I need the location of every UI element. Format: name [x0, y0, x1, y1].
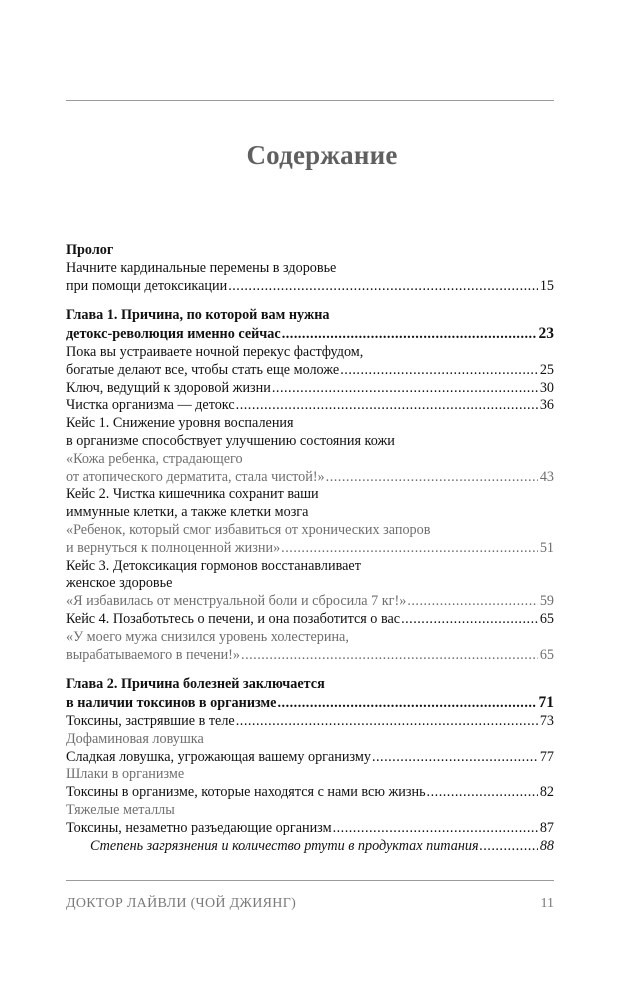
leader-dots [282, 326, 537, 344]
section-heading: Пролог [66, 242, 114, 258]
list-item [66, 784, 554, 802]
list-item [66, 486, 554, 522]
leader-dots [401, 611, 538, 629]
entry-page: 73 [539, 712, 554, 729]
leader-dots [236, 397, 538, 415]
toc-entry [66, 540, 554, 558]
toc-entry [66, 469, 554, 487]
entry-title: Сладкая ловушка, угрожающая вашему организму [66, 748, 371, 765]
list-item [66, 558, 554, 594]
entry-page: 51 [539, 539, 554, 556]
section-heading: Глава 2. Причина болезней заключается [66, 676, 325, 693]
list-item [66, 629, 554, 665]
toc-entry [66, 278, 554, 296]
list-item [66, 749, 554, 767]
toc-entry [66, 713, 554, 731]
entry-line: Тяжелые металлы [66, 801, 175, 818]
entry-line: иммунные клетки, а также клетки мозга [66, 504, 309, 521]
bottom-rule [66, 880, 554, 881]
list-item [66, 820, 554, 838]
entry-title: Чистка организма — детокс [66, 397, 235, 414]
entry-title: при помощи детоксикации [66, 277, 228, 294]
entry-title: Токсины в организме, которые находятся с нами всю жизнь [66, 784, 426, 801]
entry-page: 88 [539, 837, 554, 854]
list-item [66, 713, 554, 731]
running-footer-author: ДОКТОР ЛАЙВЛИ (ЧОЙ ДЖИЯНГ) [66, 896, 297, 911]
entry-title: и вернуться к полноценной жизни» [66, 539, 281, 556]
entry-title: Ключ, ведущий к здоровой жизни [66, 379, 271, 396]
page-number: 11 [540, 896, 554, 911]
entry-page: 25 [539, 361, 554, 378]
toc-entry [66, 593, 554, 611]
leader-dots [241, 647, 538, 665]
entry-line: Кейс 1. Снижение уровня воспаления [66, 415, 294, 432]
entry-page: 77 [539, 748, 554, 765]
leader-dots [427, 784, 538, 802]
list-item [66, 593, 554, 611]
leader-dots [277, 695, 536, 713]
leader-dots [333, 820, 538, 838]
entry-line: «У моего мужа снизился уровень холестерина, [66, 628, 349, 645]
toc-section [66, 676, 554, 855]
entry-page: 23 [538, 325, 554, 343]
toc-entry [66, 380, 554, 398]
entry-line: Пока вы устраиваете ночной перекус фастфудом, [66, 343, 364, 360]
entry-title: Токсины, застрявшие в теле [66, 712, 235, 729]
entry-title: богатые делают все, чтобы стать еще моложе [66, 361, 340, 378]
entry-line: Начните кардинальные перемены в здоровье [66, 259, 337, 276]
list-item [66, 802, 554, 820]
entry-line: Дофаминовая ловушка [66, 730, 204, 747]
entry-line: в организме способствует улучшению состояния кожи [66, 432, 395, 449]
leader-dots [272, 380, 538, 398]
leader-dots [407, 593, 538, 611]
list-item [66, 522, 554, 558]
entry-line: Кейс 2. Чистка кишечника сохранит ваши [66, 486, 319, 503]
toc-entry [66, 784, 554, 802]
toc-entry [66, 838, 554, 856]
leader-dots [326, 469, 538, 487]
table-of-contents [66, 242, 554, 867]
entry-line: «Ребенок, который смог избавиться от хронических запоров [66, 521, 431, 538]
entry-page: 59 [539, 593, 554, 610]
entry-title: «Я избавилась от менструальной боли и сбросила 7 кг!» [66, 593, 407, 610]
list-item [66, 451, 554, 487]
entry-page: 82 [539, 784, 554, 801]
entry-title: Токсины, незаметно разъедающие организм [66, 819, 332, 836]
leader-dots [372, 749, 538, 767]
toc-entry [66, 647, 554, 665]
entry-page: 15 [539, 277, 554, 294]
entry-title: Кейс 4. Позаботьтесь о печени, и она позаботится о вас [66, 610, 401, 627]
toc-entry [66, 611, 554, 629]
toc-entry [66, 397, 554, 415]
entry-title: вырабатываемого в печени!» [66, 646, 241, 663]
toc-entry [66, 362, 554, 380]
top-rule [66, 100, 554, 101]
list-item [66, 838, 554, 856]
entry-line: Шлаки в организме [66, 766, 185, 783]
list-item [66, 397, 554, 415]
section-heading: Глава 1. Причина, по которой вам нужна [66, 307, 330, 324]
leader-dots [236, 713, 538, 731]
entry-title: в наличии токсинов в организме [66, 695, 277, 712]
page-title: Содержание [246, 140, 398, 170]
toc-entry [66, 749, 554, 767]
list-item [66, 344, 554, 380]
entry-line: «Кожа ребенка, страдающего [66, 450, 243, 467]
entry-line: Кейс 3. Детоксикация гормонов восстанавливает [66, 557, 361, 574]
entry-page: 87 [539, 819, 554, 836]
entry-title: Степень загрязнения и количество ртути в продуктах питания [90, 837, 479, 854]
list-item [66, 260, 554, 296]
section-heading-entry [66, 325, 554, 344]
entry-page: 65 [539, 610, 554, 627]
leader-dots [281, 540, 538, 558]
entry-line: женское здоровье [66, 575, 173, 592]
toc-section [66, 242, 554, 295]
entry-page: 43 [539, 468, 554, 485]
section-heading-entry [66, 694, 554, 713]
entry-page: 71 [538, 694, 554, 712]
list-item [66, 766, 554, 784]
entry-page: 30 [539, 379, 554, 396]
toc-section [66, 307, 554, 664]
list-item [66, 380, 554, 398]
list-item [66, 611, 554, 629]
list-item [66, 731, 554, 749]
leader-dots [228, 278, 538, 296]
toc-entry [66, 820, 554, 838]
entry-page: 36 [539, 397, 554, 414]
leader-dots [340, 362, 538, 380]
list-item [66, 415, 554, 451]
entry-title: детокс-революция именно сейчас [66, 326, 281, 343]
leader-dots [480, 838, 538, 856]
entry-title: от атопического дерматита, стала чистой!» [66, 468, 325, 485]
entry-page: 65 [539, 646, 554, 663]
